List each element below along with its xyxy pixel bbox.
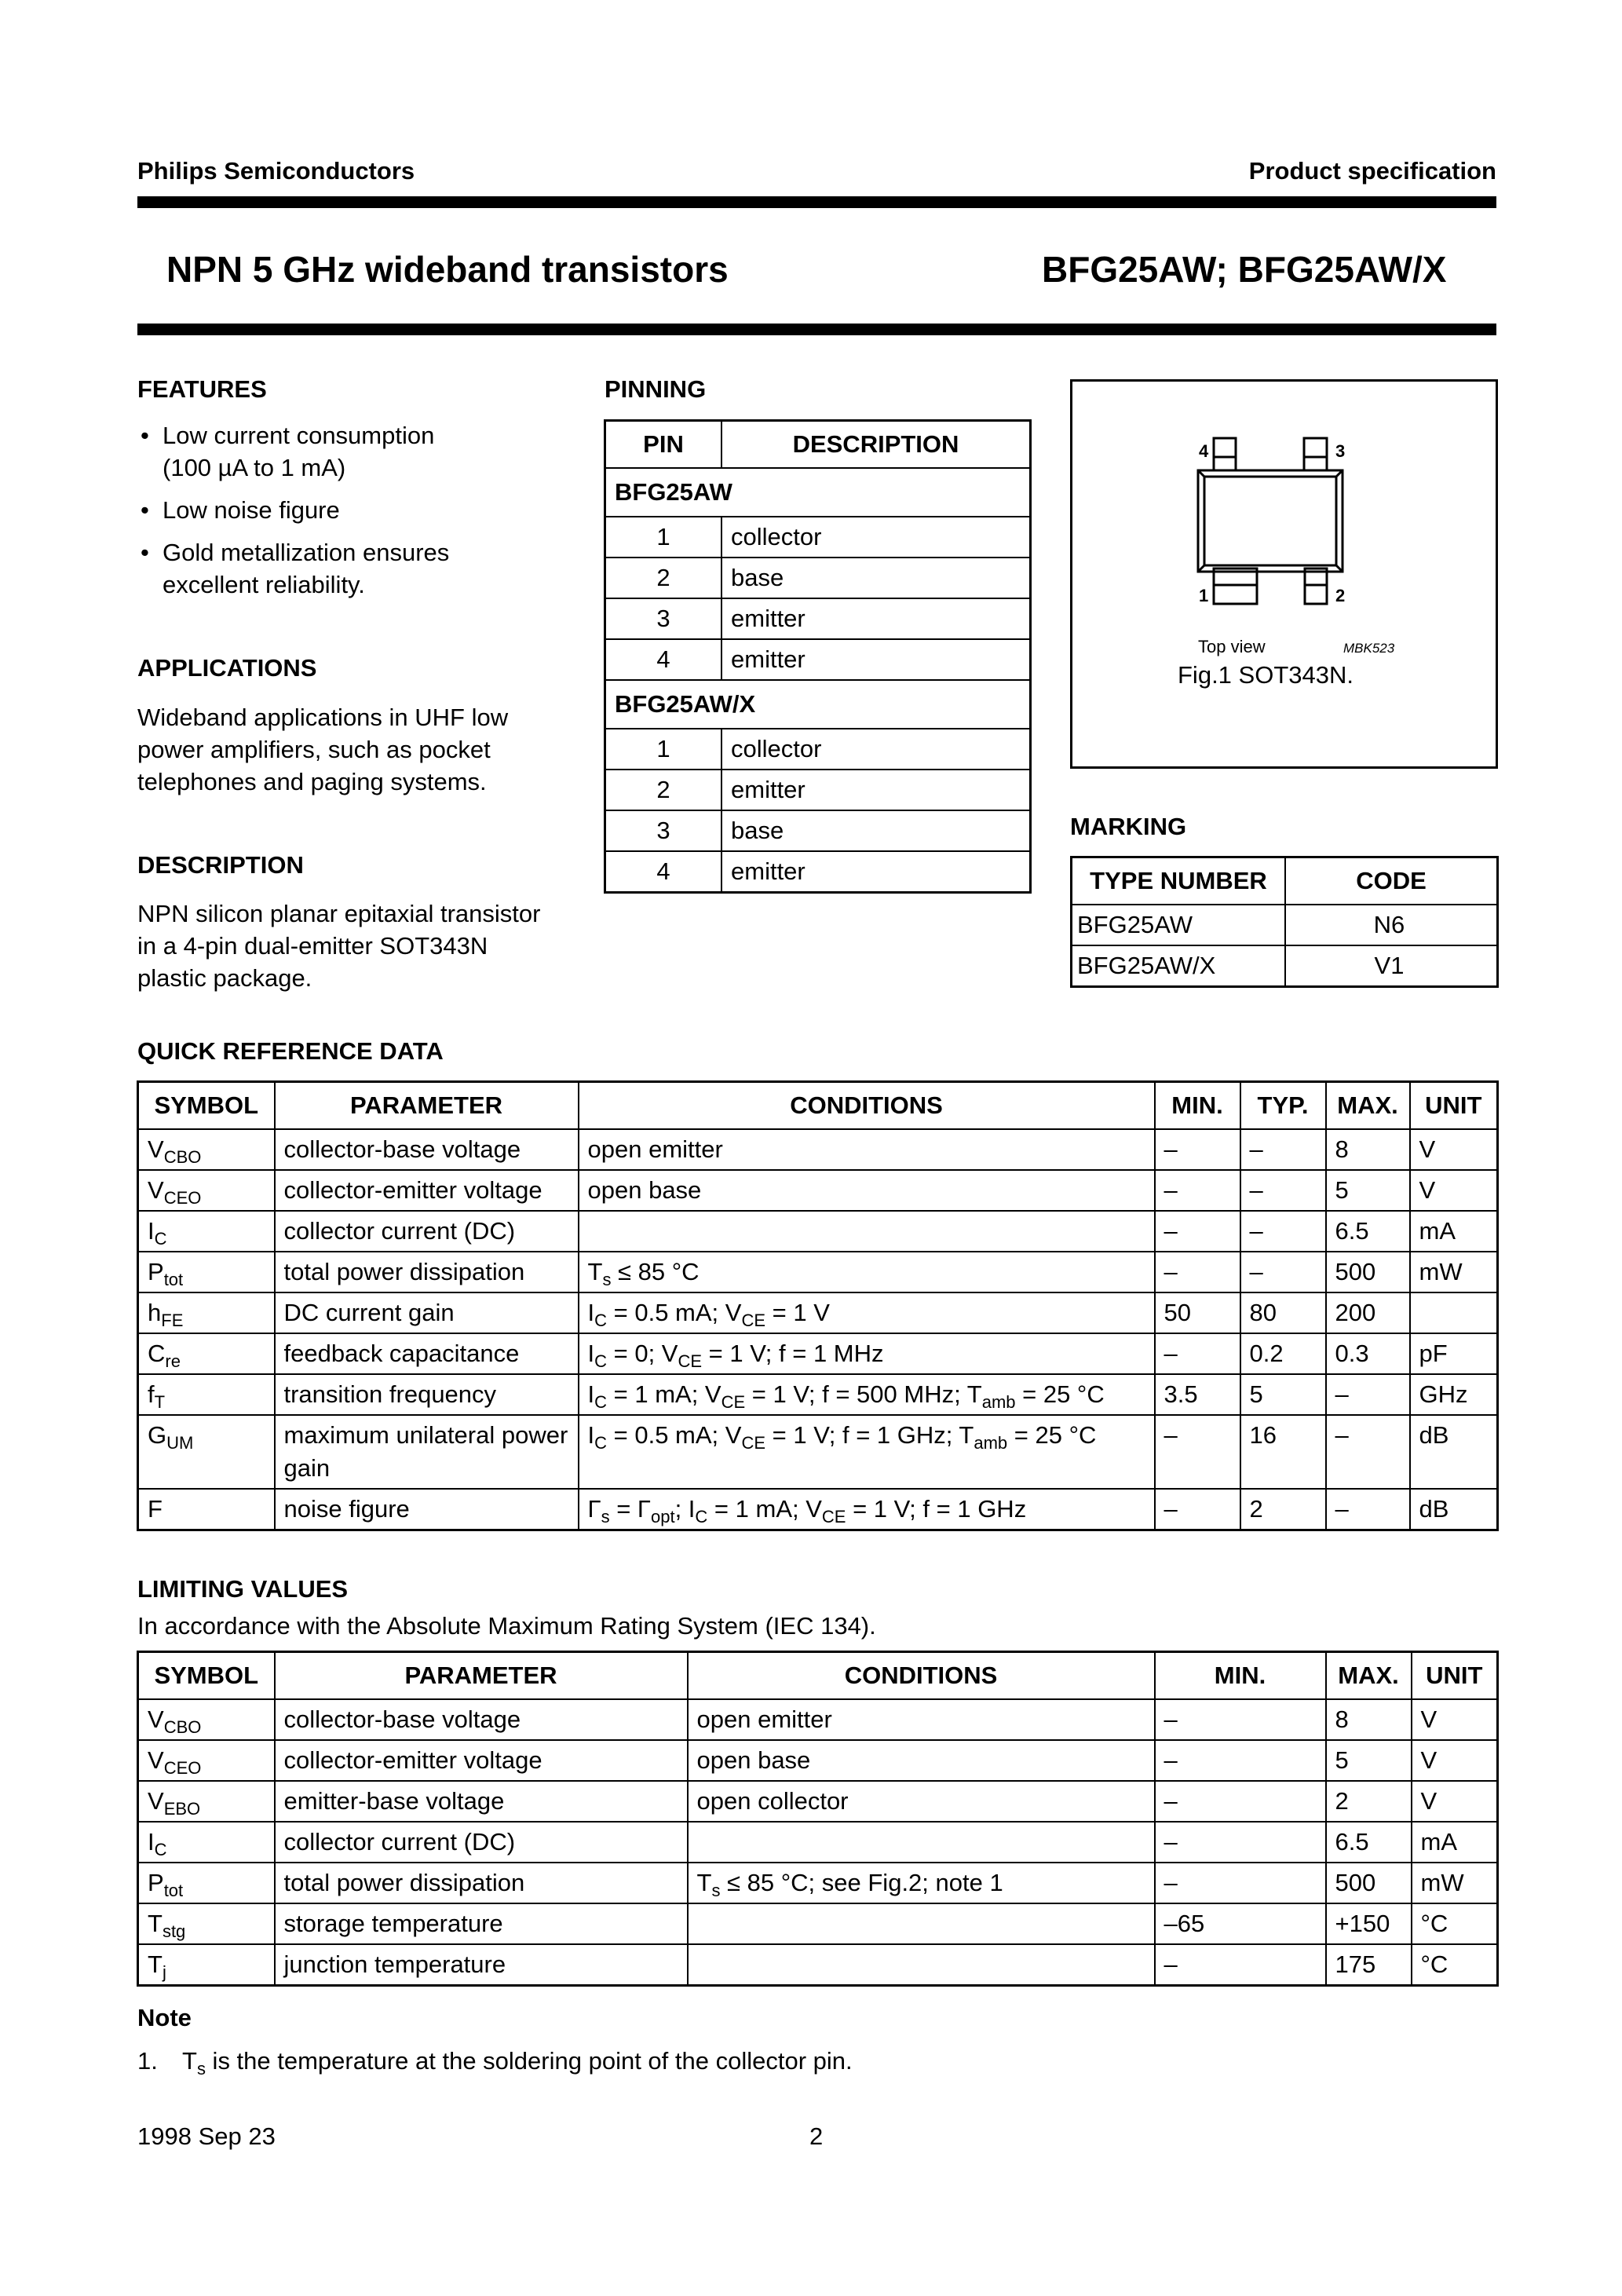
unit-cell: GHz bbox=[1410, 1374, 1498, 1415]
table-row bbox=[605, 517, 1031, 558]
pin-description: emitter bbox=[721, 639, 1031, 680]
max-cell: 0.3 bbox=[1326, 1333, 1410, 1374]
package-body bbox=[1198, 470, 1343, 572]
symbol-cell: $T_j$ bbox=[138, 1944, 275, 1986]
table-row bbox=[138, 1211, 1498, 1252]
note-number: 1. bbox=[137, 2047, 158, 2075]
marking-table bbox=[1070, 856, 1499, 988]
min-cell: – bbox=[1155, 1211, 1240, 1252]
conditions-cell bbox=[688, 1822, 1155, 1863]
parameter-cell: total power dissipation bbox=[275, 1863, 688, 1903]
conditions-cell: $I_C = 0$; $V_{CE} = 1$ V; f = 1 MHz bbox=[579, 1333, 1155, 1374]
drawing-code: MBK523 bbox=[1343, 641, 1395, 656]
max-cell: 500 bbox=[1326, 1863, 1412, 1903]
applications-heading: APPLICATIONS bbox=[137, 654, 317, 682]
max-cell: – bbox=[1326, 1415, 1410, 1489]
unit-cell: mW bbox=[1412, 1863, 1498, 1903]
conditions-cell: open collector bbox=[688, 1781, 1155, 1822]
parameter-cell: emitter-base voltage bbox=[275, 1781, 688, 1822]
max-cell: 5 bbox=[1326, 1740, 1412, 1781]
table-header-row bbox=[138, 1082, 1498, 1130]
pin-label-1: 1 bbox=[1199, 586, 1209, 605]
group-row bbox=[605, 468, 1031, 517]
table-row bbox=[605, 729, 1031, 770]
unit-cell: mW bbox=[1410, 1252, 1498, 1292]
typ-cell: 16 bbox=[1240, 1415, 1326, 1489]
column-header: PARAMETER bbox=[275, 1652, 688, 1700]
table-row bbox=[605, 851, 1031, 893]
unit-cell: V bbox=[1410, 1129, 1498, 1170]
min-cell: – bbox=[1155, 1863, 1326, 1903]
symbol-cell: $h_{FE}$ bbox=[138, 1292, 275, 1333]
applications-text: Wideband applications in UHF low power amplifiers, such as pocket telephones and paging systems. bbox=[137, 704, 509, 795]
parameter-cell: collector-emitter voltage bbox=[275, 1170, 579, 1211]
min-cell: – bbox=[1155, 1781, 1326, 1822]
pin-number: 2 bbox=[605, 770, 722, 810]
column-header: UNIT bbox=[1412, 1652, 1498, 1700]
unit-cell: dB bbox=[1410, 1415, 1498, 1489]
symbol-cell: $V_{CBO}$ bbox=[138, 1129, 275, 1170]
feature-item: • Low noise figure bbox=[137, 494, 561, 526]
table-row bbox=[1072, 905, 1498, 945]
table-row bbox=[138, 1903, 1498, 1944]
table-header-row bbox=[605, 421, 1031, 469]
column-header: PARAMETER bbox=[275, 1082, 579, 1130]
table-row bbox=[138, 1374, 1498, 1415]
typ-cell: – bbox=[1240, 1252, 1326, 1292]
conditions-cell: open emitter bbox=[579, 1129, 1155, 1170]
typ-cell: – bbox=[1240, 1211, 1326, 1252]
max-cell: 8 bbox=[1326, 1129, 1410, 1170]
column-header: CONDITIONS bbox=[688, 1652, 1155, 1700]
table-row bbox=[1072, 945, 1498, 987]
typ-cell: 5 bbox=[1240, 1374, 1326, 1415]
max-cell: 8 bbox=[1326, 1699, 1412, 1740]
typ-cell: 0.2 bbox=[1240, 1333, 1326, 1374]
table-row bbox=[138, 1415, 1498, 1489]
table-header-row bbox=[138, 1652, 1498, 1700]
max-cell: +150 bbox=[1326, 1903, 1412, 1944]
parameter-cell: junction temperature bbox=[275, 1944, 688, 1986]
description-text: NPN silicon planar epitaxial transistor in a 4-pin dual-emitter SOT343N plastic package. bbox=[137, 900, 541, 992]
marking-code: N6 bbox=[1285, 905, 1498, 945]
symbol-cell: $P_{tot}$ bbox=[138, 1863, 275, 1903]
column-header: CONDITIONS bbox=[579, 1082, 1155, 1130]
parameter-cell: noise figure bbox=[275, 1489, 579, 1530]
table-row bbox=[138, 1252, 1498, 1292]
pin-number: 2 bbox=[605, 558, 722, 598]
features-list bbox=[137, 419, 561, 611]
table-row bbox=[605, 770, 1031, 810]
pin-description: base bbox=[721, 558, 1031, 598]
column-header: MAX. bbox=[1326, 1082, 1410, 1130]
page-title: NPN 5 GHz wideband transistors bbox=[166, 249, 729, 290]
pinning-heading: PINNING bbox=[605, 375, 707, 403]
parameter-cell: collector-base voltage bbox=[275, 1129, 579, 1170]
pin-description: emitter bbox=[721, 851, 1031, 893]
parameter-cell: storage temperature bbox=[275, 1903, 688, 1944]
group-name: BFG25AW/X bbox=[605, 680, 1031, 729]
pin-description: collector bbox=[721, 729, 1031, 770]
figure-caption: Fig.1 SOT343N. bbox=[1178, 661, 1353, 689]
pin-label-3: 3 bbox=[1335, 441, 1346, 461]
max-cell: – bbox=[1326, 1374, 1410, 1415]
type-number: BFG25AW/X bbox=[1072, 945, 1286, 987]
table-row bbox=[138, 1292, 1498, 1333]
limiting-values-heading: LIMITING VALUES bbox=[137, 1575, 349, 1603]
unit-cell: pF bbox=[1410, 1333, 1498, 1374]
pin-description: collector bbox=[721, 517, 1031, 558]
table-row bbox=[138, 1333, 1498, 1374]
group-row bbox=[605, 680, 1031, 729]
unit-cell: mA bbox=[1410, 1211, 1498, 1252]
min-cell: 3.5 bbox=[1155, 1374, 1240, 1415]
pinning-table bbox=[604, 419, 1032, 894]
table-row bbox=[605, 598, 1031, 639]
package-figure bbox=[1070, 379, 1498, 769]
unit-cell: V bbox=[1412, 1781, 1498, 1822]
typ-cell: – bbox=[1240, 1129, 1326, 1170]
conditions-cell: $\Gamma_s = \Gamma_{opt}$; $I_C = 1$ mA; $V_{CE} = 1$ V; f = 1 GHz bbox=[579, 1489, 1155, 1530]
typ-cell: 2 bbox=[1240, 1489, 1326, 1530]
pin-label-4: 4 bbox=[1199, 441, 1209, 461]
table-row bbox=[605, 639, 1031, 680]
conditions-cell: open base bbox=[688, 1740, 1155, 1781]
table-row bbox=[138, 1489, 1498, 1530]
table-row bbox=[138, 1863, 1498, 1903]
page-number: 2 bbox=[809, 2122, 824, 2150]
max-cell: 2 bbox=[1326, 1781, 1412, 1822]
parameter-cell: transition frequency bbox=[275, 1374, 579, 1415]
marking-code: V1 bbox=[1285, 945, 1498, 987]
min-cell: – bbox=[1155, 1740, 1326, 1781]
parameter-cell: collector-base voltage bbox=[275, 1699, 688, 1740]
min-cell: 50 bbox=[1155, 1292, 1240, 1333]
features-heading: FEATURES bbox=[137, 375, 267, 403]
conditions-cell: $T_s \le 85$ °C bbox=[579, 1252, 1155, 1292]
symbol-cell: $V_{EBO}$ bbox=[138, 1781, 275, 1822]
footer-date: 1998 Sep 23 bbox=[137, 2122, 276, 2150]
pin-label-2: 2 bbox=[1335, 586, 1346, 605]
pin-number: 4 bbox=[605, 639, 722, 680]
limiting-values-table bbox=[137, 1651, 1499, 1987]
symbol-cell: $f_T$ bbox=[138, 1374, 275, 1415]
company-name: Philips Semiconductors bbox=[137, 157, 415, 185]
symbol-cell: $V_{CEO}$ bbox=[138, 1740, 275, 1781]
unit-cell: V bbox=[1410, 1170, 1498, 1211]
min-cell: – bbox=[1155, 1170, 1240, 1211]
table-header-row bbox=[1072, 857, 1498, 905]
top-view-label: Top view bbox=[1198, 637, 1266, 656]
marking-heading: MARKING bbox=[1070, 813, 1187, 840]
symbol-cell: $C_{re}$ bbox=[138, 1333, 275, 1374]
pin-description: emitter bbox=[721, 598, 1031, 639]
parameter-cell: total power dissipation bbox=[275, 1252, 579, 1292]
conditions-cell: $I_C = 1$ mA; $V_{CE} = 1$ V; f = 500 MHz; $T_{amb} = 25$ °C bbox=[579, 1374, 1155, 1415]
quick-reference-heading: QUICK REFERENCE DATA bbox=[137, 1037, 444, 1065]
table-row bbox=[138, 1781, 1498, 1822]
symbol-cell: $I_C$ bbox=[138, 1211, 275, 1252]
column-header: CODE bbox=[1285, 857, 1498, 905]
min-cell: – bbox=[1155, 1822, 1326, 1863]
document-type: Product specification bbox=[1248, 157, 1496, 185]
pin-number: 3 bbox=[605, 810, 722, 851]
min-cell: – bbox=[1155, 1333, 1240, 1374]
symbol-cell: $P_{tot}$ bbox=[138, 1252, 275, 1292]
title-rule bbox=[137, 324, 1496, 335]
table-row bbox=[138, 1699, 1498, 1740]
conditions-cell: open emitter bbox=[688, 1699, 1155, 1740]
group-name: BFG25AW bbox=[605, 468, 1031, 517]
table-row bbox=[138, 1822, 1498, 1863]
parameter-cell: collector current (DC) bbox=[275, 1211, 579, 1252]
type-number: BFG25AW bbox=[1072, 905, 1286, 945]
pin-4 bbox=[1214, 438, 1236, 470]
symbol-cell: $I_C$ bbox=[138, 1822, 275, 1863]
unit-cell: mA bbox=[1412, 1822, 1498, 1863]
part-numbers: BFG25AW; BFG25AW/X bbox=[1042, 249, 1447, 290]
min-cell: – bbox=[1155, 1699, 1326, 1740]
parameter-cell: feedback capacitance bbox=[275, 1333, 579, 1374]
unit-cell: dB bbox=[1410, 1489, 1498, 1530]
table-row bbox=[138, 1170, 1498, 1211]
conditions-cell bbox=[688, 1903, 1155, 1944]
parameter-cell: collector current (DC) bbox=[275, 1822, 688, 1863]
sot343n-package-diagram bbox=[1072, 382, 1496, 766]
pin-number: 1 bbox=[605, 729, 722, 770]
column-header: UNIT bbox=[1410, 1082, 1498, 1130]
max-cell: 5 bbox=[1326, 1170, 1410, 1211]
quick-reference-table bbox=[137, 1080, 1499, 1531]
min-cell: – bbox=[1155, 1252, 1240, 1292]
conditions-cell bbox=[579, 1211, 1155, 1252]
pin-3 bbox=[1304, 438, 1327, 470]
table-row bbox=[605, 810, 1031, 851]
max-cell: 175 bbox=[1326, 1944, 1412, 1986]
note-text: $T_s$ is the temperature at the soldering point of the collector pin. bbox=[182, 2047, 853, 2078]
unit-cell: V bbox=[1412, 1740, 1498, 1781]
feature-item: • Low current consumption (100 µA to 1 mA) bbox=[137, 419, 561, 484]
max-cell: 200 bbox=[1326, 1292, 1410, 1333]
column-header: DESCRIPTION bbox=[721, 421, 1031, 469]
typ-cell: 80 bbox=[1240, 1292, 1326, 1333]
column-header: SYMBOL bbox=[138, 1082, 275, 1130]
table-row bbox=[138, 1129, 1498, 1170]
table-row bbox=[605, 558, 1031, 598]
conditions-cell: $T_s \le 85$ °C; see Fig.2; note 1 bbox=[688, 1863, 1155, 1903]
column-header: TYP. bbox=[1240, 1082, 1326, 1130]
min-cell: – bbox=[1155, 1129, 1240, 1170]
unit-cell: V bbox=[1412, 1699, 1498, 1740]
pin-number: 4 bbox=[605, 851, 722, 893]
column-header: MIN. bbox=[1155, 1652, 1326, 1700]
symbol-cell: $V_{CEO}$ bbox=[138, 1170, 275, 1211]
typ-cell: – bbox=[1240, 1170, 1326, 1211]
column-header: PIN bbox=[605, 421, 722, 469]
table-row bbox=[138, 1740, 1498, 1781]
column-header: MIN. bbox=[1155, 1082, 1240, 1130]
pin-number: 1 bbox=[605, 517, 722, 558]
note-heading: Note bbox=[137, 2004, 192, 2031]
symbol-cell: $T_{stg}$ bbox=[138, 1903, 275, 1944]
symbol-cell: $V_{CBO}$ bbox=[138, 1699, 275, 1740]
pin-number: 3 bbox=[605, 598, 722, 639]
header-rule bbox=[137, 196, 1496, 208]
conditions-cell bbox=[688, 1944, 1155, 1986]
parameter-cell: collector-emitter voltage bbox=[275, 1740, 688, 1781]
parameter-cell: DC current gain bbox=[275, 1292, 579, 1333]
column-header: SYMBOL bbox=[138, 1652, 275, 1700]
pin-description: base bbox=[721, 810, 1031, 851]
min-cell: –65 bbox=[1155, 1903, 1326, 1944]
min-cell: – bbox=[1155, 1415, 1240, 1489]
feature-item: • Gold metallization ensures excellent reliability. bbox=[137, 536, 561, 601]
max-cell: 6.5 bbox=[1326, 1211, 1410, 1252]
unit-cell: °C bbox=[1412, 1944, 1498, 1986]
min-cell: – bbox=[1155, 1944, 1326, 1986]
description-heading: DESCRIPTION bbox=[137, 851, 304, 879]
unit-cell bbox=[1410, 1292, 1498, 1333]
pin-description: emitter bbox=[721, 770, 1031, 810]
max-cell: 6.5 bbox=[1326, 1822, 1412, 1863]
max-cell: – bbox=[1326, 1489, 1410, 1530]
column-header: TYPE NUMBER bbox=[1072, 857, 1286, 905]
conditions-cell: $I_C = 0.5$ mA; $V_{CE} = 1$ V bbox=[579, 1292, 1155, 1333]
symbol-cell: $G_{UM}$ bbox=[138, 1415, 275, 1489]
max-cell: 500 bbox=[1326, 1252, 1410, 1292]
column-header: MAX. bbox=[1326, 1652, 1412, 1700]
conditions-cell: $I_C = 0.5$ mA; $V_{CE} = 1$ V; f = 1 GHz; $T_{amb} = 25$ °C bbox=[579, 1415, 1155, 1489]
unit-cell: °C bbox=[1412, 1903, 1498, 1944]
table-row bbox=[138, 1944, 1498, 1986]
conditions-cell: open base bbox=[579, 1170, 1155, 1211]
min-cell: – bbox=[1155, 1489, 1240, 1530]
limiting-values-subtitle: In accordance with the Absolute Maximum Rating System (IEC 134). bbox=[137, 1612, 876, 1640]
parameter-cell: maximum unilateral power gain bbox=[275, 1415, 579, 1489]
symbol-cell: F bbox=[138, 1489, 275, 1530]
